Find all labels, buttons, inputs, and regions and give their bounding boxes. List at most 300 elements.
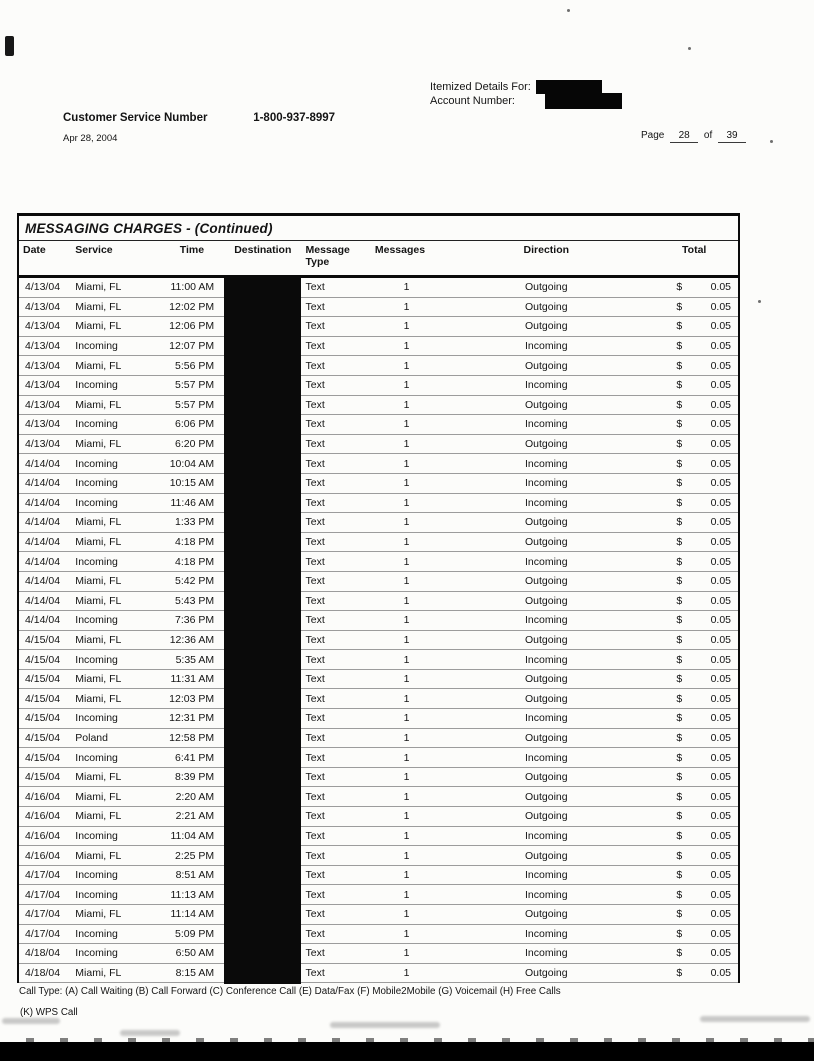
date-cell: 4/16/04 xyxy=(18,826,71,846)
time-cell: 11:46 AM xyxy=(160,493,224,513)
date-cell: 4/15/04 xyxy=(18,689,71,709)
time-cell: 10:15 AM xyxy=(160,473,224,493)
direction-cell: Outgoing xyxy=(442,297,650,317)
message-type-cell: Text xyxy=(302,689,371,709)
direction-cell: Outgoing xyxy=(442,728,650,748)
date-cell: 4/17/04 xyxy=(18,885,71,905)
direction-cell: Incoming xyxy=(442,493,650,513)
currency-symbol: $ xyxy=(676,281,683,294)
total-amount: 0.05 xyxy=(710,379,731,392)
date-cell: 4/15/04 xyxy=(18,767,71,787)
time-cell: 10:04 AM xyxy=(160,454,224,474)
scan-noise-smudge xyxy=(2,1018,60,1024)
time-cell: 4:18 PM xyxy=(160,552,224,572)
total-amount: 0.05 xyxy=(710,594,731,607)
customer-service-number: 1-800-937-8997 xyxy=(253,112,336,124)
message-type-cell: Text xyxy=(302,846,371,866)
total-amount: 0.05 xyxy=(710,927,731,940)
service-cell: Miami, FL xyxy=(71,513,159,533)
date-cell: 4/17/04 xyxy=(18,905,71,925)
currency-symbol: $ xyxy=(676,751,683,764)
messages-cell: 1 xyxy=(371,885,442,905)
currency-symbol: $ xyxy=(676,457,683,470)
date-cell: 4/17/04 xyxy=(18,865,71,885)
service-cell: Miami, FL xyxy=(71,669,159,689)
table-row xyxy=(18,630,739,650)
message-type-cell: Text xyxy=(302,630,371,650)
table-title-row xyxy=(18,215,739,241)
redaction-bar-itemized xyxy=(536,80,602,94)
messages-cell: 1 xyxy=(371,650,442,670)
service-cell: Incoming xyxy=(71,415,159,435)
total-amount: 0.05 xyxy=(710,947,731,960)
service-cell: Miami, FL xyxy=(71,395,159,415)
total-amount: 0.05 xyxy=(710,771,731,784)
itemized-details-label: Itemized Details For: xyxy=(430,81,531,93)
direction-cell: Outgoing xyxy=(442,846,650,866)
service-cell: Incoming xyxy=(71,493,159,513)
itemized-details-block xyxy=(430,80,531,108)
total-amount: 0.05 xyxy=(710,614,731,627)
direction-cell: Incoming xyxy=(442,650,650,670)
message-type-cell: Text xyxy=(302,611,371,631)
currency-symbol: $ xyxy=(676,477,683,490)
service-cell: Miami, FL xyxy=(71,532,159,552)
total-cell xyxy=(650,846,739,866)
direction-cell: Outgoing xyxy=(442,630,650,650)
currency-symbol: $ xyxy=(676,516,683,529)
messages-cell: 1 xyxy=(371,728,442,748)
currency-symbol: $ xyxy=(676,300,683,313)
date-cell: 4/14/04 xyxy=(18,473,71,493)
service-cell: Miami, FL xyxy=(71,317,159,337)
service-cell: Miami, FL xyxy=(71,571,159,591)
service-cell: Incoming xyxy=(71,826,159,846)
total-cell xyxy=(650,336,739,356)
currency-symbol: $ xyxy=(676,536,683,549)
total-cell xyxy=(650,513,739,533)
direction-cell: Outgoing xyxy=(442,277,650,298)
date-cell: 4/13/04 xyxy=(18,415,71,435)
date-cell: 4/13/04 xyxy=(18,277,71,298)
direction-cell: Incoming xyxy=(442,454,650,474)
direction-cell: Incoming xyxy=(442,415,650,435)
page-total: 39 xyxy=(718,130,746,143)
col-header-date: Date xyxy=(18,241,71,277)
messages-cell: 1 xyxy=(371,689,442,709)
time-cell: 12:58 PM xyxy=(160,728,224,748)
service-cell: Poland xyxy=(71,728,159,748)
table-row xyxy=(18,395,739,415)
total-cell xyxy=(650,748,739,768)
col-header-destination: Destination xyxy=(224,241,301,277)
table-row xyxy=(18,826,739,846)
messages-cell: 1 xyxy=(371,395,442,415)
date-cell: 4/15/04 xyxy=(18,728,71,748)
message-type-cell: Text xyxy=(302,865,371,885)
currency-symbol: $ xyxy=(676,967,683,980)
direction-cell: Incoming xyxy=(442,473,650,493)
messages-cell: 1 xyxy=(371,513,442,533)
total-amount: 0.05 xyxy=(710,398,731,411)
message-type-cell: Text xyxy=(302,924,371,944)
table-row xyxy=(18,552,739,572)
message-type-cell: Text xyxy=(302,963,371,983)
currency-symbol: $ xyxy=(676,849,683,862)
time-cell: 11:14 AM xyxy=(160,905,224,925)
direction-cell: Incoming xyxy=(442,748,650,768)
total-cell xyxy=(650,767,739,787)
table-row xyxy=(18,846,739,866)
table-row xyxy=(18,728,739,748)
table-row xyxy=(18,473,739,493)
message-type-cell: Text xyxy=(302,552,371,572)
message-type-cell: Text xyxy=(302,513,371,533)
message-type-cell: Text xyxy=(302,944,371,964)
date-cell: 4/18/04 xyxy=(18,944,71,964)
direction-cell: Outgoing xyxy=(442,356,650,376)
date-cell: 4/15/04 xyxy=(18,748,71,768)
total-cell xyxy=(650,395,739,415)
col-header-direction: Direction xyxy=(442,241,650,277)
currency-symbol: $ xyxy=(676,496,683,509)
date-cell: 4/16/04 xyxy=(18,787,71,807)
service-cell: Incoming xyxy=(71,611,159,631)
date-cell: 4/14/04 xyxy=(18,571,71,591)
service-cell: Incoming xyxy=(71,885,159,905)
scan-artifact-corner xyxy=(5,36,14,56)
time-cell: 8:51 AM xyxy=(160,865,224,885)
total-cell xyxy=(650,611,739,631)
total-cell xyxy=(650,650,739,670)
date-cell: 4/14/04 xyxy=(18,532,71,552)
message-type-cell: Text xyxy=(302,571,371,591)
time-cell: 11:00 AM xyxy=(160,277,224,298)
date-cell: 4/18/04 xyxy=(18,963,71,983)
currency-symbol: $ xyxy=(676,908,683,921)
redaction-bar-destination xyxy=(224,277,301,984)
total-cell xyxy=(650,415,739,435)
total-cell xyxy=(650,591,739,611)
currency-symbol: $ xyxy=(676,438,683,451)
date-cell: 4/13/04 xyxy=(18,297,71,317)
messages-cell: 1 xyxy=(371,865,442,885)
table-row xyxy=(18,865,739,885)
page-label: Page xyxy=(641,130,665,141)
date-cell: 4/15/04 xyxy=(18,669,71,689)
table-row xyxy=(18,336,739,356)
direction-cell: Outgoing xyxy=(442,787,650,807)
currency-symbol: $ xyxy=(676,614,683,627)
time-cell: 12:06 PM xyxy=(160,317,224,337)
total-cell xyxy=(650,493,739,513)
message-type-cell: Text xyxy=(302,669,371,689)
table-row xyxy=(18,277,739,298)
time-cell: 5:35 AM xyxy=(160,650,224,670)
page-indicator xyxy=(641,130,749,143)
messaging-charges-table xyxy=(17,213,738,983)
direction-cell: Outgoing xyxy=(442,395,650,415)
direction-cell: Outgoing xyxy=(442,317,650,337)
service-cell: Incoming xyxy=(71,473,159,493)
total-amount: 0.05 xyxy=(710,888,731,901)
table-row xyxy=(18,571,739,591)
service-cell: Incoming xyxy=(71,748,159,768)
message-type-cell: Text xyxy=(302,336,371,356)
table-row xyxy=(18,924,739,944)
total-amount: 0.05 xyxy=(710,536,731,549)
messages-cell: 1 xyxy=(371,767,442,787)
total-cell xyxy=(650,356,739,376)
table-row xyxy=(18,787,739,807)
total-cell xyxy=(650,924,739,944)
time-cell: 7:36 PM xyxy=(160,611,224,631)
date-cell: 4/14/04 xyxy=(18,513,71,533)
table-row xyxy=(18,885,739,905)
service-cell: Incoming xyxy=(71,944,159,964)
message-type-cell: Text xyxy=(302,415,371,435)
total-cell xyxy=(650,571,739,591)
messages-cell: 1 xyxy=(371,630,442,650)
total-cell xyxy=(650,317,739,337)
table-row xyxy=(18,297,739,317)
messages-cell: 1 xyxy=(371,709,442,729)
total-cell xyxy=(650,944,739,964)
customer-service-line xyxy=(63,112,335,124)
date-cell: 4/13/04 xyxy=(18,317,71,337)
direction-cell: Incoming xyxy=(442,885,650,905)
date-cell: 4/16/04 xyxy=(18,807,71,827)
table-row xyxy=(18,532,739,552)
time-cell: 8:15 AM xyxy=(160,963,224,983)
currency-symbol: $ xyxy=(676,927,683,940)
col-header-message-type: Message Type xyxy=(302,241,371,277)
date-cell: 4/13/04 xyxy=(18,434,71,454)
direction-cell: Outgoing xyxy=(442,591,650,611)
total-cell xyxy=(650,454,739,474)
total-amount: 0.05 xyxy=(710,340,731,353)
messages-cell: 1 xyxy=(371,277,442,298)
total-amount: 0.05 xyxy=(710,359,731,372)
direction-cell: Outgoing xyxy=(442,807,650,827)
direction-cell: Outgoing xyxy=(442,905,650,925)
total-cell xyxy=(650,552,739,572)
table-row xyxy=(18,375,739,395)
currency-symbol: $ xyxy=(676,771,683,784)
messages-cell: 1 xyxy=(371,532,442,552)
total-cell xyxy=(650,709,739,729)
date-cell: 4/14/04 xyxy=(18,611,71,631)
messages-cell: 1 xyxy=(371,807,442,827)
time-cell: 11:04 AM xyxy=(160,826,224,846)
message-type-cell: Text xyxy=(302,434,371,454)
table-body xyxy=(18,277,739,983)
currency-symbol: $ xyxy=(676,575,683,588)
total-amount: 0.05 xyxy=(710,829,731,842)
date-cell: 4/13/04 xyxy=(18,375,71,395)
messages-cell: 1 xyxy=(371,748,442,768)
messages-cell: 1 xyxy=(371,571,442,591)
direction-cell: Incoming xyxy=(442,865,650,885)
wps-call-note: (K) WPS Call xyxy=(20,1007,78,1018)
message-type-cell: Text xyxy=(302,885,371,905)
total-amount: 0.05 xyxy=(710,653,731,666)
time-cell: 12:36 AM xyxy=(160,630,224,650)
message-type-cell: Text xyxy=(302,375,371,395)
service-cell: Miami, FL xyxy=(71,591,159,611)
messages-cell: 1 xyxy=(371,415,442,435)
currency-symbol: $ xyxy=(676,712,683,725)
scan-noise-dot xyxy=(688,47,691,50)
currency-symbol: $ xyxy=(676,555,683,568)
col-header-time: Time xyxy=(160,241,224,277)
total-cell xyxy=(650,277,739,298)
direction-cell: Incoming xyxy=(442,924,650,944)
time-cell: 6:06 PM xyxy=(160,415,224,435)
account-number-label: Account Number: xyxy=(430,95,515,107)
direction-cell: Outgoing xyxy=(442,669,650,689)
message-type-cell: Text xyxy=(302,454,371,474)
table-header-row xyxy=(18,241,739,277)
service-cell: Incoming xyxy=(71,552,159,572)
date-cell: 4/14/04 xyxy=(18,591,71,611)
messages-cell: 1 xyxy=(371,552,442,572)
currency-symbol: $ xyxy=(676,731,683,744)
total-cell xyxy=(650,807,739,827)
table-row xyxy=(18,415,739,435)
service-cell: Incoming xyxy=(71,924,159,944)
call-type-legend: Call Type: (A) Call Waiting (B) Call Forward (C) Conference Call (E) Data/Fax (F) Mobile2Mobile (G) Voicemail (H) Free Calls xyxy=(19,986,561,997)
table-row xyxy=(18,317,739,337)
total-amount: 0.05 xyxy=(710,869,731,882)
scan-noise-dot xyxy=(758,300,761,303)
total-amount: 0.05 xyxy=(710,457,731,470)
message-type-cell: Text xyxy=(302,767,371,787)
total-amount: 0.05 xyxy=(710,320,731,333)
direction-cell: Outgoing xyxy=(442,434,650,454)
service-cell: Miami, FL xyxy=(71,630,159,650)
total-amount: 0.05 xyxy=(710,692,731,705)
total-amount: 0.05 xyxy=(710,967,731,980)
messages-cell: 1 xyxy=(371,317,442,337)
direction-cell: Incoming xyxy=(442,826,650,846)
time-cell: 12:03 PM xyxy=(160,689,224,709)
total-amount: 0.05 xyxy=(710,496,731,509)
total-cell xyxy=(650,473,739,493)
message-type-cell: Text xyxy=(302,650,371,670)
messages-cell: 1 xyxy=(371,905,442,925)
total-amount: 0.05 xyxy=(710,281,731,294)
date-cell: 4/14/04 xyxy=(18,454,71,474)
service-cell: Miami, FL xyxy=(71,689,159,709)
time-cell: 2:21 AM xyxy=(160,807,224,827)
message-type-cell: Text xyxy=(302,277,371,298)
total-amount: 0.05 xyxy=(710,849,731,862)
messages-cell: 1 xyxy=(371,924,442,944)
total-amount: 0.05 xyxy=(710,575,731,588)
direction-cell: Incoming xyxy=(442,611,650,631)
service-cell: Miami, FL xyxy=(71,767,159,787)
service-cell: Incoming xyxy=(71,865,159,885)
message-type-cell: Text xyxy=(302,807,371,827)
total-cell xyxy=(650,669,739,689)
direction-cell: Incoming xyxy=(442,709,650,729)
page-number: 28 xyxy=(670,130,698,143)
table-row xyxy=(18,591,739,611)
message-type-cell: Text xyxy=(302,317,371,337)
messages-cell: 1 xyxy=(371,493,442,513)
date-cell: 4/15/04 xyxy=(18,650,71,670)
col-header-service: Service xyxy=(71,241,159,277)
total-cell xyxy=(650,787,739,807)
total-amount: 0.05 xyxy=(710,731,731,744)
time-cell: 5:43 PM xyxy=(160,591,224,611)
customer-service-label: Customer Service Number xyxy=(63,112,208,124)
time-cell: 5:42 PM xyxy=(160,571,224,591)
time-cell: 5:56 PM xyxy=(160,356,224,376)
currency-symbol: $ xyxy=(676,418,683,431)
time-cell: 1:33 PM xyxy=(160,513,224,533)
table-row xyxy=(18,963,739,983)
total-amount: 0.05 xyxy=(710,810,731,823)
message-type-cell: Text xyxy=(302,728,371,748)
service-cell: Incoming xyxy=(71,454,159,474)
time-cell: 2:25 PM xyxy=(160,846,224,866)
time-cell: 6:20 PM xyxy=(160,434,224,454)
time-cell: 12:31 PM xyxy=(160,709,224,729)
currency-symbol: $ xyxy=(676,673,683,686)
col-header-messages: Messages xyxy=(371,241,442,277)
service-cell: Incoming xyxy=(71,650,159,670)
currency-symbol: $ xyxy=(676,340,683,353)
direction-cell: Incoming xyxy=(442,336,650,356)
total-cell xyxy=(650,689,739,709)
total-cell xyxy=(650,532,739,552)
time-cell: 11:13 AM xyxy=(160,885,224,905)
total-amount: 0.05 xyxy=(710,516,731,529)
currency-symbol: $ xyxy=(676,594,683,607)
total-cell xyxy=(650,885,739,905)
currency-symbol: $ xyxy=(676,320,683,333)
date-cell: 4/13/04 xyxy=(18,395,71,415)
scan-noise-smudge xyxy=(700,1016,810,1022)
service-cell: Miami, FL xyxy=(71,963,159,983)
total-amount: 0.05 xyxy=(710,300,731,313)
table-row xyxy=(18,709,739,729)
messages-cell: 1 xyxy=(371,963,442,983)
currency-symbol: $ xyxy=(676,947,683,960)
table-row xyxy=(18,669,739,689)
time-cell: 4:18 PM xyxy=(160,532,224,552)
redaction-bar-account xyxy=(545,93,622,109)
scan-noise-dot xyxy=(770,140,773,143)
total-cell xyxy=(650,963,739,983)
scan-noise-smudge xyxy=(120,1030,180,1036)
date-cell: 4/14/04 xyxy=(18,493,71,513)
direction-cell: Outgoing xyxy=(442,513,650,533)
table-row xyxy=(18,767,739,787)
service-cell: Incoming xyxy=(71,336,159,356)
service-cell: Miami, FL xyxy=(71,356,159,376)
table-row xyxy=(18,611,739,631)
message-type-cell: Text xyxy=(302,493,371,513)
message-type-cell: Text xyxy=(302,748,371,768)
total-cell xyxy=(650,630,739,650)
total-cell xyxy=(650,297,739,317)
messages-cell: 1 xyxy=(371,846,442,866)
total-amount: 0.05 xyxy=(710,633,731,646)
table-row xyxy=(18,944,739,964)
